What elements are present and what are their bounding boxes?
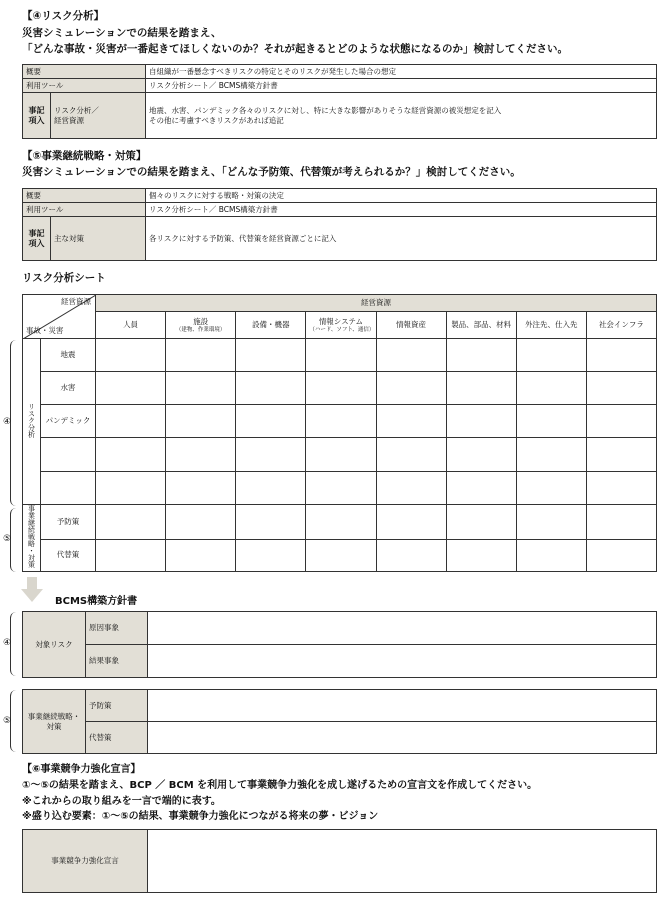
s4-overview-value: 自組織が一番懸念すべきリスクの特定とそのリスクが発生した場合の想定 [146,65,657,79]
column-header [166,312,236,339]
sheet-title: リスク分析シート [22,272,106,284]
s4-overview-label: 概要 [23,65,146,79]
row-label: 代替策 [41,539,96,572]
sheet-cell [446,339,516,372]
s4-tool-label: 利用ツール [23,79,146,93]
s4-item-sub: リスク分析／ 経営資源 [51,93,146,139]
sheet-cell [96,505,166,540]
prevent-cell [148,690,657,722]
s4-item-label [23,93,51,139]
bcms-strategy-marker: ⑤ [3,716,12,726]
s5-tool-value: リスク分析シート／ BCMS構築方針書 [146,203,657,217]
sheet-cell [306,505,376,540]
sheet-cell [446,472,516,505]
sheet-cell [446,405,516,438]
sheet-cell [306,372,376,405]
s6-heading: 【⑥事業競争力強化宣言】 [22,764,141,775]
bcms-risk-table [22,611,657,678]
row-label [41,472,96,505]
risk-sheet-table [22,294,657,572]
sheet-cell [166,438,236,472]
strategy-marker: ⑤ [3,534,12,544]
row-label: パンデミック [41,405,96,438]
prevent-label: 予防策 [86,690,148,722]
row-label: 水害 [41,372,96,405]
column-header-label: 社会インフラ [598,320,644,329]
table-row [23,372,657,405]
column-header [236,312,306,339]
target-risk-label: 対象リスク [23,612,86,678]
s4-tool-value: リスク分析シート／ BCMS構築方針書 [146,79,657,93]
column-header-label: 情報システム [318,316,364,326]
sheet-cell [586,505,656,540]
result-cell [148,645,657,678]
sheet-cell [516,405,586,438]
s4-line2: 「どんな事故・災害が一番起きてほしくないのか？それが起きるとどのような状態になるのか」検討してください。 [22,43,568,55]
column-header-sublabel: （ハード、ソフト、通信） [309,326,375,333]
declaration-cell [148,830,657,893]
group-header: 経営資源 [96,295,657,312]
column-header [376,312,446,339]
column-header-label: 製品、部品、材料 [451,320,512,329]
sheet-cell [306,472,376,505]
corner-top-label: 経営資源 [61,297,91,306]
s5-item-label [23,217,51,261]
alt-label: 代替策 [86,722,148,754]
sheet-cell [306,438,376,472]
sheet-cell [516,505,586,540]
s5-tool-label: 利用ツール [23,203,146,217]
column-header [446,312,516,339]
strategy-label: 事業継続戦略・ 対策 [23,690,86,754]
sheet-cell [376,339,446,372]
strategy-group-label: 事業継続戦略・対策 [27,505,36,568]
row-label: 予防策 [41,505,96,540]
sheet-cell [446,505,516,540]
row-label: 地震 [41,339,96,372]
sheet-cell [586,472,656,505]
s5-item-sub: 主な対策 [51,217,146,261]
sheet-cell [516,539,586,572]
sheet-cell [306,339,376,372]
column-header [306,312,376,339]
row-label [41,438,96,472]
sheet-cell [236,505,306,540]
sheet-cell [376,539,446,572]
sheet-cell [376,438,446,472]
s6-line2: ※これからの取り組みを一言で端的に表す。 [22,796,221,807]
risk-marker: ④ [3,417,12,427]
sheet-cell [96,472,166,505]
table-row [23,472,657,505]
sheet-cell [166,505,236,540]
risk-group-cell [23,339,41,505]
sheet-cell [586,539,656,572]
corner-bottom-label: 事故・災害 [26,326,64,335]
s4-info-table [22,64,657,139]
sheet-cell [166,372,236,405]
column-header-label: 施設 [193,316,209,326]
sheet-cell [96,339,166,372]
table-row [23,539,657,572]
sheet-cell [166,539,236,572]
sheet-cell [236,372,306,405]
s5-overview-label: 概要 [23,189,146,203]
column-header-label: 情報資産 [396,320,427,329]
s4-item-value1: 地震、水害、パンデミック各々のリスクに対し、特に大きな影響がありそうな経営資源の被災想定を記入 [149,105,502,115]
column-header-label: 設備・機器 [252,320,290,329]
sheet-cell [166,472,236,505]
s4-line1: 災害シミュレーションでの結果を踏まえ、 [22,27,222,39]
sheet-cell [236,339,306,372]
s5-line1: 災害シミュレーションでの結果を踏まえ、「どんな予防策、代替策が考えられるか？」検討してください。 [22,166,521,178]
cause-label: 原因事象 [86,612,148,645]
s5-item-label-text: 事記項入 [28,228,45,248]
sheet-cell [166,405,236,438]
table-row [23,438,657,472]
sheet-cell [166,339,236,372]
sheet-cell [96,438,166,472]
s5-info-table [22,188,657,261]
sheet-cell [236,405,306,438]
sheet-cell [96,372,166,405]
sheet-cell [306,405,376,438]
sheet-cell [516,372,586,405]
s4-heading: 【④リスク分析】 [22,10,105,22]
column-header-row [23,312,657,339]
bcms-risk-marker: ④ [3,638,12,648]
s4-item-value2: その他に考慮すべきリスクがあれば追記 [149,115,284,125]
column-header-sublabel: （建物、作業環境） [175,326,226,333]
sheet-cell [586,339,656,372]
risk-group-label: リスク分析 [27,402,36,438]
s5-heading: 【⑤事業継続戦略・対策】 [22,150,147,162]
alt-cell [148,722,657,754]
s6-line3: ※盛り込む要素：①～⑤の結果、事業競争力強化につながる将来の夢・ビジョン [22,811,379,822]
sheet-cell [306,539,376,572]
column-header [96,312,166,339]
sheet-cell [236,539,306,572]
bcms-strategy-table [22,689,657,754]
sheet-corner [23,295,96,339]
s4-item-label-text: 事記項入 [28,105,45,125]
s6-line1: ①～⑤の結果を踏まえ、BCP ／ BCM を利用して事業競争力強化を成し遂げるための宣言文を作成してください。 [22,780,538,791]
sheet-cell [446,539,516,572]
sheet-cell [516,438,586,472]
table-row [23,505,657,540]
s5-item-value: 各リスクに対する予防策、代替策を経営資源ごとに記入 [146,217,657,261]
s5-overview-value: 個々のリスクに対する戦略・対策の決定 [146,189,657,203]
sheet-cell [586,372,656,405]
sheet-cell [376,472,446,505]
sheet-cell [376,405,446,438]
sheet-cell [586,438,656,472]
table-row [23,405,657,438]
column-header [586,312,656,339]
sheet-cell [586,405,656,438]
risk-rows [23,339,657,572]
s4-item-value [146,93,657,139]
result-label: 結果事象 [86,645,148,678]
strategy-group-cell [23,505,41,572]
sheet-cell [236,472,306,505]
sheet-cell [376,505,446,540]
sheet-cell [96,405,166,438]
column-header-label: 外注先、仕入先 [525,320,578,329]
sheet-cell [446,372,516,405]
declaration-label: 事業競争力強化宣言 [23,830,148,893]
sheet-cell [516,339,586,372]
sheet-cell [516,472,586,505]
column-header [516,312,586,339]
sheet-cell [446,438,516,472]
cause-cell [148,612,657,645]
column-header-label: 人員 [123,320,139,329]
table-row [23,339,657,372]
bcms-title: BCMS構築方針書 [55,596,138,607]
sheet-cell [96,539,166,572]
s6-declaration-table [22,829,657,893]
sheet-cell [236,438,306,472]
sheet-cell [376,372,446,405]
down-arrow-icon [20,577,44,603]
